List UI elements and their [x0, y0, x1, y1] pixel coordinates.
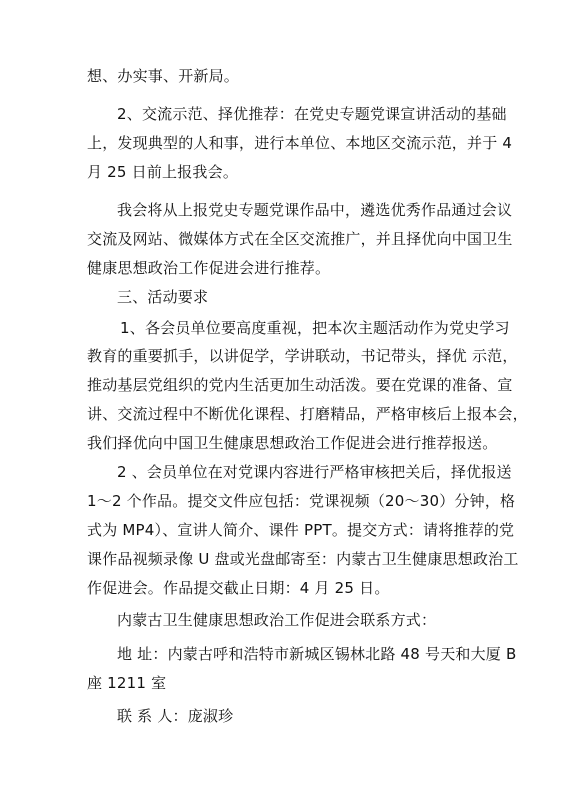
- text-line: 健康思想政治工作促进会进行推荐。: [87, 259, 331, 277]
- address-line: 座 1211 室: [87, 674, 167, 692]
- text-line: 教育的重要抓手，以讲促学，学讲联动，书记带头，择优 示范，: [87, 347, 518, 365]
- text-line: 课作品视频录像 U 盘或光盘邮寄至：内蒙古卫生健康思想政治工: [87, 550, 519, 568]
- text-line: 我们择优向中国卫生健康思想政治工作促进会进行推荐报送。: [87, 434, 498, 452]
- text-line: 上，发现典型的人和事，进行本单位、本地区交流示范，并于 4: [87, 134, 513, 152]
- text-line: 式为 MP4）、宣讲人简介、课件 PPT。提交方式：请将推荐的党: [87, 521, 515, 539]
- text-line: 我会将从上报党史专题党课作品中，遴选优秀作品通过会议: [117, 201, 513, 219]
- text-line: 1、各会员单位要高度重视，把本次主题活动作为党史学习: [120, 319, 510, 337]
- text-line: 作促进会。作品提交截止日期：4 月 25 日。: [87, 579, 390, 597]
- text-line: 内蒙古卫生健康思想政治工作促进会联系方式：: [117, 611, 437, 629]
- text-line: 1～2 个作品。提交文件应包括：党课视频（20～30）分钟，格: [87, 492, 516, 510]
- text-line: 交流及网站、微媒体方式在全区交流推广，并且择优向中国卫生: [87, 230, 513, 248]
- text-line: 月 25 日前上报我会。: [87, 163, 239, 181]
- text-line: 推动基层党组织的党内生活更加生动活泼。要在党课的准备、宣: [87, 376, 513, 394]
- section-heading: 三、活动要求: [117, 288, 209, 306]
- address-line: 地 址：内蒙古呼和浩特市新城区锡林北路 48 号天和大厦 B: [117, 645, 517, 663]
- contact-line: 联 系 人：庞淑珍: [117, 707, 234, 725]
- text-line: 讲、交流过程中不断优化课程、打磨精品，严格审核后上报本会，: [87, 405, 528, 423]
- text-line: 2 、会员单位在对党课内容进行严格审核把关后，择优报送: [117, 463, 512, 481]
- text-line: 2、交流示范、择优推荐：在党史专题党课宣讲活动的基础: [117, 105, 507, 123]
- text-line: 想、办实事、开新局。: [87, 67, 240, 85]
